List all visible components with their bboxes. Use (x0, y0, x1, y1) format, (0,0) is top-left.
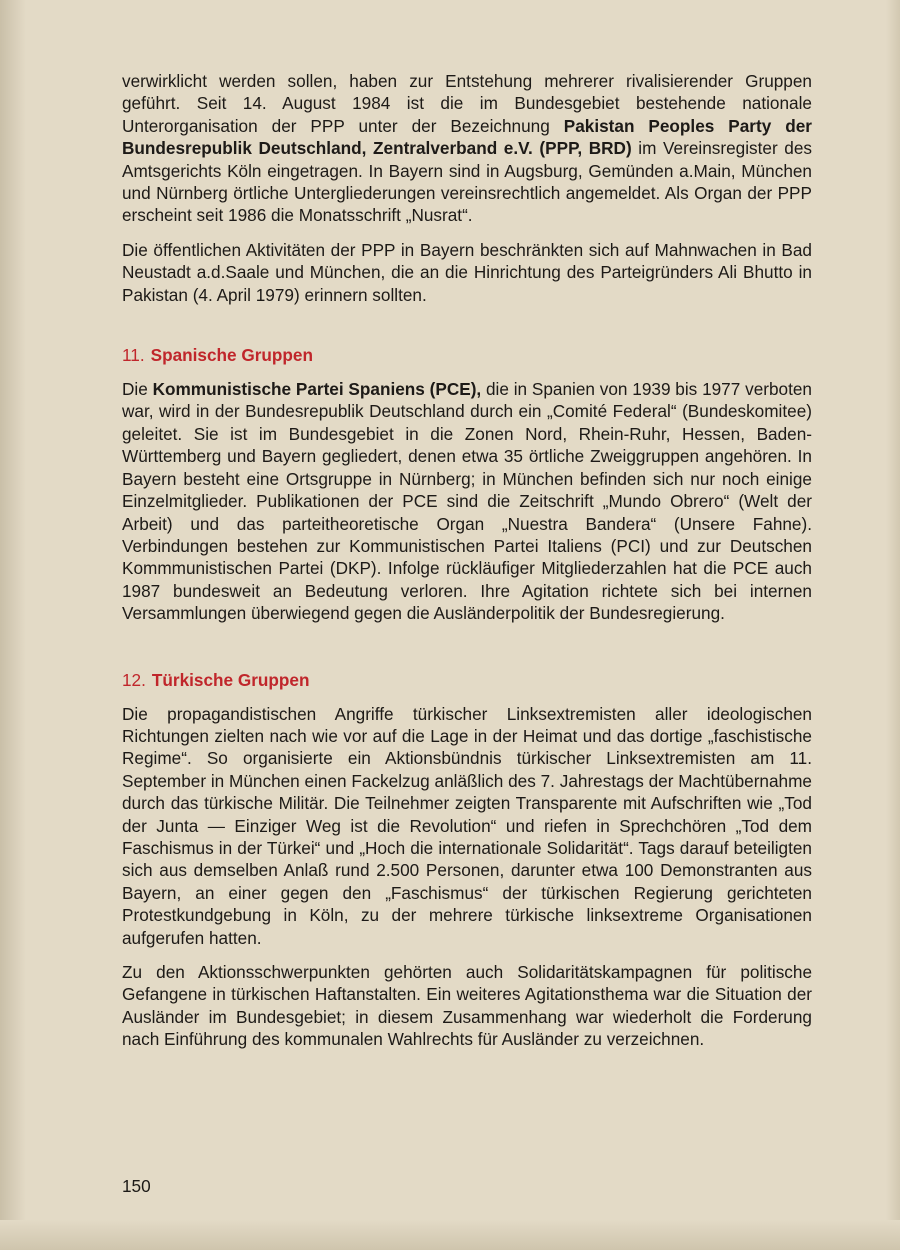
section-12-paragraph-2: Zu den Aktionsschwerpunkten gehörten auch Solidaritätskampagnen für politische Gefangene in türkischen Haftanstalten. Ein weiteres Agitationsthema war die Situation der Ausländer im Bundesgebiet; in diesem Zusammenhang war wiederholt die Forderung nach Einführung des kommunalen Wahlrechts für Ausländer zu verzeichnen. (122, 962, 812, 1050)
section-11-number: 11. (122, 345, 145, 366)
section-11-paragraph (122, 378, 812, 624)
scan-shadow-right (886, 0, 900, 1250)
section-12-number: 12. (122, 669, 146, 690)
section-11-title: Spanische Gruppen (150, 345, 313, 366)
section-11-heading (122, 344, 812, 366)
intro-text-1: verwirklicht werden sollen, haben zur Entstehung mehrerer rivalisierender Gruppen geführt. Seit 14. August 1984 ist die im Bundesgebiet bestehende nationale Unterorganisation der PPP unter der Bezeichnung (122, 71, 812, 136)
section-11-bold-party-name: Kommunistische Partei Spaniens (PCE), (152, 379, 482, 400)
section-11-text-1: Die (122, 379, 153, 400)
scan-shadow-left (0, 0, 26, 1250)
page-number: 150 (122, 1176, 151, 1196)
section-12-title: Türkische Gruppen (151, 669, 310, 690)
page-content (122, 70, 812, 1051)
intro-paragraph (122, 70, 812, 227)
ppp-activities-paragraph: Die öffentlichen Aktivitäten der PPP in Bayern beschränkten sich auf Mahnwachen in Bad Neustadt a.d.Saale und München, die an die Hinrichtung des Parteigründers Ali Bhutto in Pakistan (4. April 1979) erinnern sollten. (122, 239, 812, 305)
intro-bold-organisation-name: Pakistan Peoples Party der Bundesrepublik Deutschland, Zentralverband e.V. (PPP, BRD) (122, 115, 812, 159)
section-11-text-2: die in Spanien von 1939 bis 1977 verboten war, wird in der Bundesrepublik Deutschland durch ein „Comité Federal“ (Bundeskomitee) geleitet. Sie ist im Bundesgebiet in die Zonen Nord, Rhein-Ruhr, Hessen, Baden-Württemberg und Bayern gegliedert, denen etwa 35 örtliche Zweiggruppen angehören. In Bayern besteht eine Ortsgruppe in Nürnberg; in München befinden sich nur noch einige Einzelmitglieder. Publikationen der PCE sind die Zeitschrift „Mundo Obrero“ (Welt der Arbeit) und das parteitheoretische Organ „Nuestra Bandera“ (Unsere Fahne). Verbindungen bestehen zur Kommunistischen Partei Italiens (PCI) und zur Deutschen Kommmunistischen Partei (DKP). Infolge rückläufiger Mitgliederzahlen hat die PCE auch 1987 bundesweit an Bedeutung verloren. Ihre Agitation richtete sich bei internen Versammlungen überwiegend gegen die Ausländerpolitik der Bundesregierung. (122, 379, 812, 624)
section-12-heading (122, 669, 812, 691)
section-12-paragraph-1: Die propagandistischen Angriffe türkischer Linksextremisten aller ideologischen Richtungen zielten nach wie vor auf die Lage in der Heimat und das dortige „faschistische Regime“. So organisierte ein Aktionsbündnis türkischer Linksextremisten am 11. September in München einen Fackelzug anläßlich des 7. Jahrestags der Machtübernahme durch das türkische Militär. Die Teilnehmer zeigten Transparente mit Aufschriften wie „Tod der Junta — Einziger Weg ist die Revolution“ und riefen in Sprechchören „Tod dem Faschismus in der Türkei“ und „Hoch die internationale Solidarität“. Tags darauf beteiligten sich aus demselben Anlaß rund 2.500 Personen, darunter etwa 100 Demonstranten aus Bayern, an einer gegen den „Faschismus“ der türkischen Regierung gerichteten Protestkundgebung in Köln, zu der mehrere türkische linksextreme Organisationen aufgerufen hatten. (122, 703, 812, 948)
intro-text-2: im Vereinsregister des Amtsgerichts Köln eingetragen. In Bayern sind in Augsburg, Gemünden a.Main, München und Nürnberg örtliche Untergliederungen vereinsrechtlich angemeldet. Als Organ der PPP erscheint seit 1986 die Monatsschrift „Nusrat“. (122, 138, 813, 226)
scan-shadow-bottom (0, 1220, 900, 1250)
